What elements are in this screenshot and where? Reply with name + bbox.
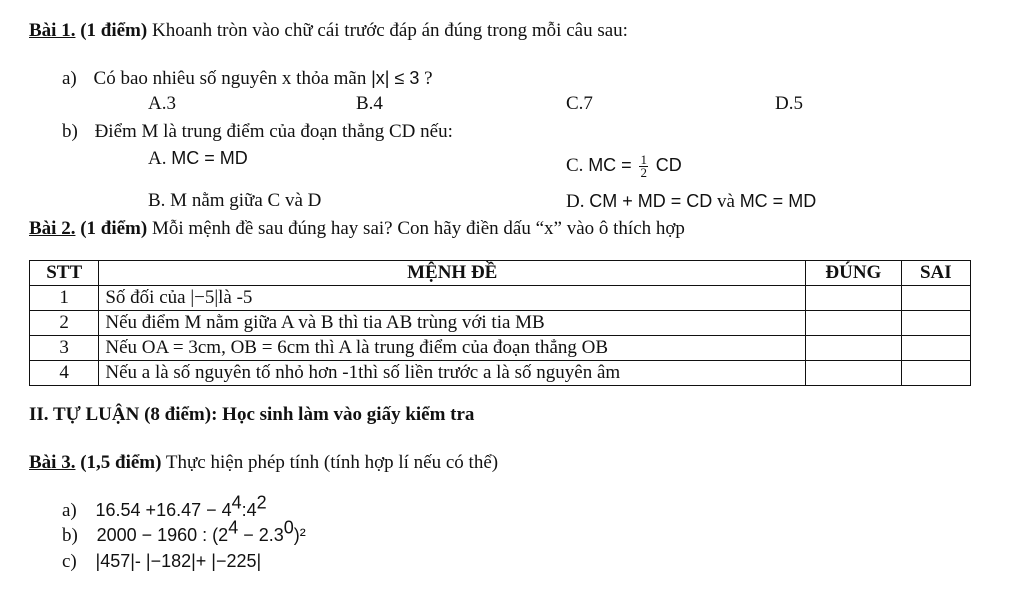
- bai1-points: (1 điểm): [80, 20, 148, 41]
- bai3-heading: [29, 452, 498, 474]
- table-header-row: [30, 261, 971, 286]
- question-a-prefix: a): [62, 68, 77, 89]
- question-a-math: |x| ≤ 3: [371, 68, 420, 88]
- question-b: [62, 121, 453, 143]
- bai2-text: Mỗi mệnh đề sau đúng hay sai? Con hãy điền dấu “x” vào ô thích hợp: [151, 218, 685, 239]
- option-b-B: B. M nằm giữa C và D: [148, 190, 322, 211]
- table-row: [30, 286, 971, 311]
- item-expr: |457|- |−182|+ |−225|: [95, 551, 262, 571]
- option-b-D-label: D.: [566, 191, 585, 212]
- question-a-end: ?: [424, 68, 433, 89]
- item-expr: 2000 − 1960 : (2: [96, 525, 229, 545]
- item-sup2: 0: [283, 517, 294, 538]
- table-row: [30, 311, 971, 336]
- row-stt: 3: [30, 336, 99, 361]
- option-b-C-fraction: [639, 154, 648, 179]
- option-b-A: [148, 147, 248, 170]
- row-sai-cell[interactable]: [901, 336, 970, 361]
- bai3-label: Bài 3.: [29, 452, 76, 473]
- row-sai-cell[interactable]: [901, 361, 970, 386]
- row-sai-cell[interactable]: [901, 286, 970, 311]
- row-statement: Số đối của |−5|là -5: [99, 286, 806, 311]
- fraction-numerator: 1: [640, 152, 647, 168]
- option-b-C-math-left: MC =: [588, 155, 632, 175]
- question-a-text: Có bao nhiêu số nguyên x thỏa mãn: [93, 68, 367, 89]
- item-sup2: 2: [256, 492, 267, 513]
- header-menh-de: MỆNH ĐỀ: [99, 261, 806, 286]
- fraction-denominator: 2: [640, 165, 647, 181]
- section-2-title: II. TỰ LUẬN (8 điểm): Học sinh làm vào giấy kiểm tra: [29, 404, 475, 425]
- option-b-D-math1: CM + MD = CD: [589, 191, 713, 211]
- question-b-text: Điểm M là trung điểm của đoạn thẳng CD nếu:: [94, 121, 453, 142]
- item-mid: − 2.3: [238, 525, 284, 545]
- item-sup1: 4: [231, 492, 242, 513]
- row-dung-cell[interactable]: [806, 361, 902, 386]
- item-expr: 16.54 +16.47 − 4: [95, 500, 232, 520]
- bai2-heading: [29, 218, 685, 240]
- header-dung: ĐÚNG: [806, 261, 902, 286]
- option-a-B: B.4: [356, 93, 383, 114]
- header-stt: STT: [30, 261, 99, 286]
- bai3-item-b: [62, 517, 306, 547]
- header-sai: SAI: [901, 261, 970, 286]
- row-sai-cell[interactable]: [901, 311, 970, 336]
- option-a-A: A.3: [148, 93, 176, 114]
- item-sup1: 4: [228, 517, 239, 538]
- item-prefix: c): [62, 551, 77, 572]
- table-row: [30, 336, 971, 361]
- statement-table: [29, 260, 971, 386]
- row-stt: 2: [30, 311, 99, 336]
- option-b-D-math2: MC = MD: [739, 191, 817, 211]
- item-prefix: b): [62, 525, 78, 546]
- bai1-label: Bài 1.: [29, 20, 76, 41]
- option-b-C: [566, 150, 682, 181]
- option-b-D-and: và: [717, 191, 735, 212]
- option-b-D: [566, 190, 816, 213]
- bai1-text: Khoanh tròn vào chữ cái trước đáp án đúng trong mỗi câu sau:: [151, 20, 628, 41]
- row-dung-cell[interactable]: [806, 286, 902, 311]
- item-mid: :4: [241, 500, 257, 520]
- option-b-A-label: A.: [148, 148, 167, 169]
- question-b-prefix: b): [62, 121, 78, 142]
- bai3-item-c: [62, 550, 261, 573]
- row-dung-cell[interactable]: [806, 311, 902, 336]
- option-a-C: C.7: [566, 93, 593, 114]
- bai2-label: Bài 2.: [29, 218, 76, 239]
- row-stt: 4: [30, 361, 99, 386]
- question-a: [62, 67, 433, 90]
- item-tail: )²: [293, 525, 306, 545]
- row-stt: 1: [30, 286, 99, 311]
- row-statement: Nếu điểm M nằm giữa A và B thì tia AB trùng với tia MB: [99, 311, 806, 336]
- row-statement: Nếu a là số nguyên tố nhỏ hơn -1thì số liền trước a là số nguyên âm: [99, 361, 806, 386]
- bai2-points: (1 điểm): [80, 218, 148, 239]
- option-a-D: D.5: [775, 93, 803, 114]
- option-b-C-math-right: CD: [655, 155, 682, 175]
- row-dung-cell[interactable]: [806, 336, 902, 361]
- bai3-points: (1,5 điểm): [80, 452, 162, 473]
- option-b-C-label: C.: [566, 155, 584, 176]
- bai3-text: Thực hiện phép tính (tính hợp lí nếu có thể): [165, 452, 499, 473]
- option-b-A-math: MC = MD: [171, 148, 248, 168]
- row-statement: Nếu OA = 3cm, OB = 6cm thì A là trung điểm của đoạn thẳng OB: [99, 336, 806, 361]
- table-row: [30, 361, 971, 386]
- item-prefix: a): [62, 500, 77, 521]
- bai1-heading: [29, 20, 628, 42]
